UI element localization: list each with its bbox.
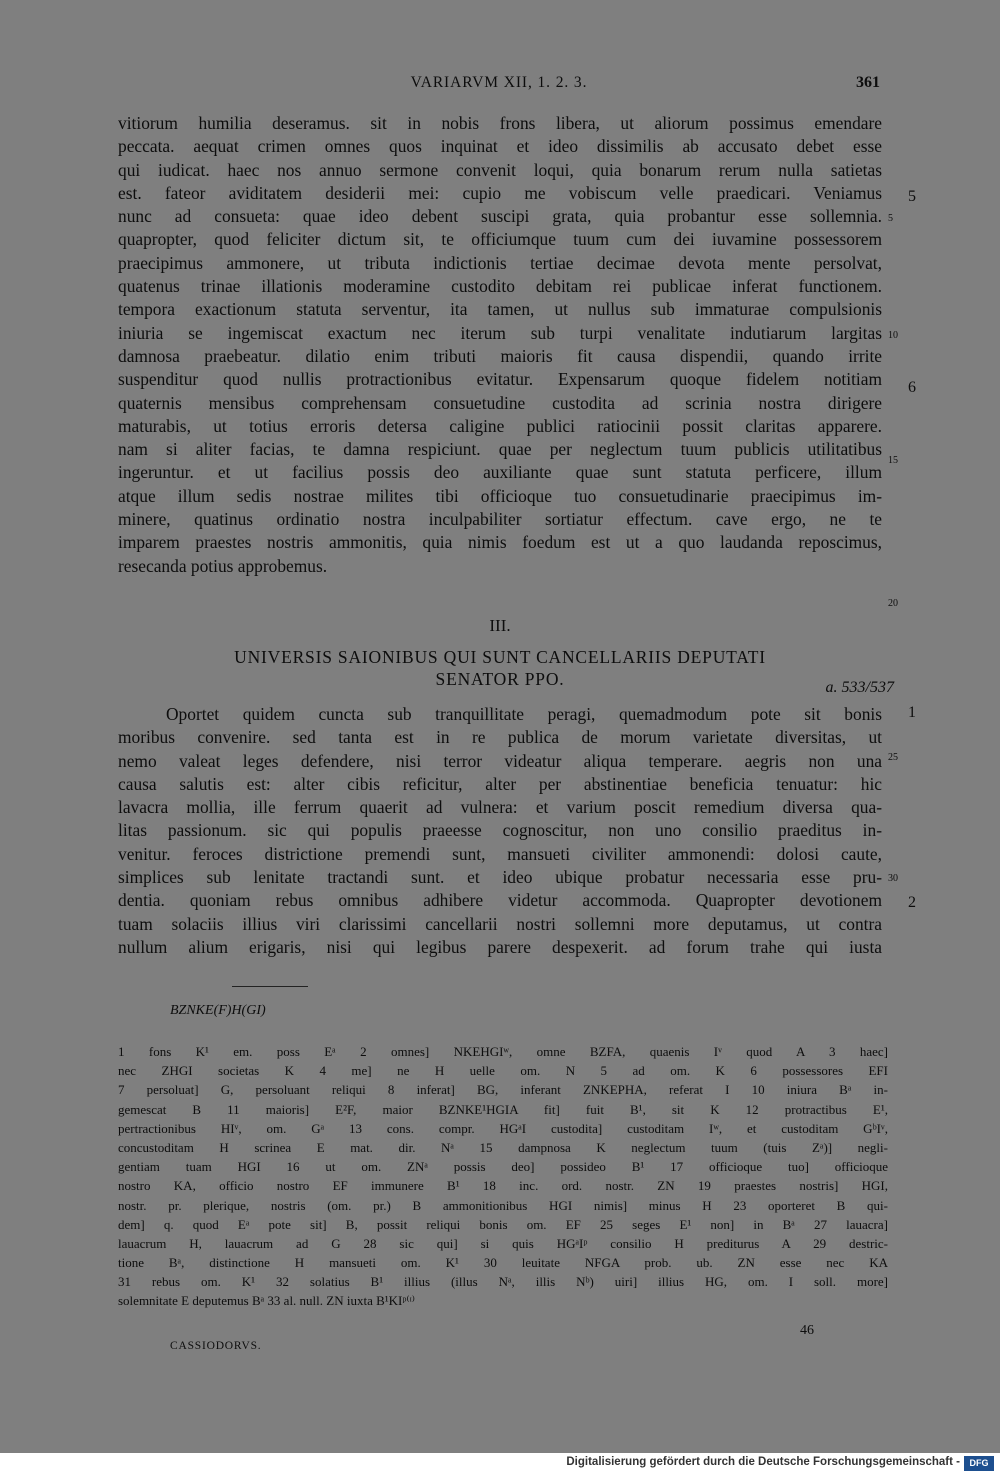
apparatus-divider [232, 986, 308, 987]
funding-credit: Digitalisierung gefördert durch die Deutsche Forschungsgemeinschaft - [566, 1456, 960, 1468]
apparatus-line: gentiam tuam HGI 16 ut om. ZNᵃ possis deo] possideo B¹ 17 officioque tuo] officioque [118, 1159, 888, 1175]
letter-date: a. 533/537 [825, 679, 894, 696]
line-number: 5 [888, 213, 893, 224]
apparatus-line: nostr. pr. plerique, nostris (om. pr.) B ammonitionibus HGI nimis] minus H 23 oporteret B qui- [118, 1197, 888, 1213]
text-line: ingeruntur. et ut facilius possis deo auxiliante quae sunt statuta perficere, illum [118, 462, 882, 483]
apparatus-line: pertractionibus HIᵛ, om. Gᵃ 13 cons. compr. HGᵃI custodita] custoditam Iʷ, et custoditam GᵇIᵛ, [118, 1120, 888, 1136]
line-number: 30 [888, 873, 898, 884]
text-line: praecipimus ammonere, ut tributa indictionis tertiae decimae devota mente persolvat, [118, 252, 882, 273]
text-line: simplices sub lenitate tractandi sunt. et ideo ubique probatur necessaria esse pru- [118, 867, 882, 888]
section-number: 1 [908, 704, 916, 721]
text-line: lavacra mollia, ille ferrum quaerit ad vulnera: et varium poscit remedium diversa qua- [118, 797, 882, 818]
line-number: 10 [888, 330, 898, 341]
text-line: damnosa praebeatur. dilatio enim tributi maioris fit causa dispendii, quando irrite [118, 345, 882, 366]
letter-3-text [118, 703, 882, 959]
text-line: causa salutis est: alter cibis reficitur, alter per abstinentiae beneficia tenuatur: hic [118, 773, 882, 794]
text-line: atque illum sedis nostrae milites tibi officioque tuo consuetudinarie praecipimus im- [118, 485, 882, 506]
text-line: quatenus trinae illationis moderamine custodito debitam rei publicae inferat functionem. [118, 276, 882, 297]
manuscript-sigla: BZNKE(F)H(GI) [170, 1003, 266, 1018]
running-title: VARIARVM XII, 1. 2. 3. [410, 74, 588, 91]
text-line: litas passionum. sic qui populis praeesse cognoscitur, non uno consilio praeditus in- [118, 820, 882, 841]
text-line: suspenditur quod nullis protractionibus evitatur. Expensarum quoque fidelem notitiam [118, 369, 882, 390]
text-line: nullum alium erigaris, nisi qui legibus parere despexerit. ad forum trahe qui iusta [118, 936, 882, 957]
critical-apparatus [118, 1042, 888, 1311]
text-line: peccata. aequat crimen omnes quos inquinat et ideo dissimilis ab accusato debet esse [118, 136, 882, 157]
apparatus-line: 7 persoluat] G, persoluant reliqui 8 inferat] BG, inferant ZNKEPHA, referat I 10 iniura Bᵃ in- [118, 1082, 888, 1098]
text-line: nunc ad consueta: quae ideo debent suscipi grata, quia probantur esse sollemnia. [118, 206, 882, 227]
text-line: nam si aliter facias, te damna respiciunt. quae per neglectum tuum publicis utilitatibus [118, 439, 882, 460]
apparatus-line: 1 fons K¹ em. poss Eᵃ 2 omnes] NKEHGIʷ, omne BZFA, quaenis Iᵛ quod A 3 haec] [118, 1044, 888, 1059]
apparatus-line: 31 rebus om. K¹ 32 solatius B¹ illius (illus Nᵃ, illis Nᵇ) uiri] illius HG, om. I soll. more] [118, 1274, 888, 1290]
text-line: tuam solaciis illius viri clarissimi cancellarii nostri sollemni more deputamus, ut contra [118, 913, 882, 934]
text-line: dentia. quoniam rebus omnibus adhibere videtur accommoda. Quapropter devotionem [118, 890, 882, 911]
text-line: iniuria se ingemiscat exactum nec iterum sub turpi venalitate indutiarum largitas [118, 322, 882, 343]
text-line: Oportet quidem cuncta sub tranquillitate peragi, quemadmodum pote sit bonis [166, 704, 882, 724]
apparatus-line: dem] q. quod Eᵃ pote sit] B, possit reliqui bonis om. EF 25 seges E¹ non] in Bᵃ 27 lauacra] [118, 1216, 888, 1232]
text-line: venitur. feroces districtione premendi sunt, mansueti civiliter ammonendi: dolosi caute, [118, 843, 882, 864]
text-line: resecanda potius approbemus. [118, 555, 328, 576]
apparatus-line: solemnitate E deputemus Bᵃ 33 al. null. ZN iuxta B¹KIᵖ⁽ᶦ⁾ [118, 1293, 415, 1309]
text-line: imparem praestes nostris ammonitis, quia nimis foedum est ut a quo laudanda reposcimus, [118, 532, 882, 553]
dfg-logo: DFG [964, 1456, 994, 1471]
letter-sender: SENATOR PPO. [435, 669, 565, 689]
text-line: minere, quatinus ordinatio nostra inculpabiliter sortiatur effectum. cave ergo, ne te [118, 509, 882, 530]
section-number: 5 [908, 188, 916, 205]
page-number: 361 [856, 74, 880, 91]
apparatus-line: nec ZHGI societas K 4 me] ne H uelle om. N 5 ad om. K 6 possessores EFI [118, 1063, 888, 1079]
signature-author: CASSIODORVS. [170, 1340, 262, 1352]
text-line: maturabis, ut totius erroris detersa caligine publici ratiocinii possit claritas apparere. [118, 415, 882, 436]
digitization-footer [0, 1453, 1000, 1475]
line-number: 25 [888, 752, 898, 763]
text-line: nemo valeat leges defendere, nisi terror videatur aliqua temperare. aegris non una [118, 750, 882, 771]
apparatus-line: concustoditam H scrinea E mat. dir. Nᵃ 15 dampnosa K neglectum tuum (tuis Zᵃ)] negli- [118, 1139, 888, 1155]
apparatus-line: nostro KA, officio nostro EF immunere B¹ 18 inc. ord. nostr. ZN 19 praestes nostris] HGI, [118, 1178, 888, 1194]
text-line: quapropter, quod feliciter dictum sit, te officiumque tuum cum dei iuvamine possessorem [118, 229, 882, 250]
apparatus-line: gemescat B 11 maioris] E²F, maior BZNKE¹HGIA fit] fuit B¹, sit K 12 protractibus E¹, [118, 1101, 888, 1117]
text-line: qui iudicat. haec nos annuo sermone convenit loqui, quia bonarum rerum nulla satietas [118, 159, 882, 180]
section-number: 2 [908, 894, 916, 911]
apparatus-line: tione Bᵃ, distinctione H mansueti om. K¹ 30 leuitate NFGA prob. ub. ZN esse nec KA [118, 1255, 888, 1271]
text-line: tempora exactionum statuta serventur, ita tamen, ut nullus sub immaturae compulsionis [118, 299, 882, 320]
line-number: 15 [888, 455, 898, 466]
text-line: vitiorum humilia deseramus. sit in nobis frons libera, ut aliorum possimus emendare [118, 113, 882, 133]
text-line: est. fateor aviditatem desiderii mei: cupio me vobiscum velle praedicari. Veniamus [118, 182, 882, 203]
apparatus-line: lauacrum H, lauacrum ad G 28 sic qui] si quis HGᵃIᵖ consilio H prediturus A 29 destric- [118, 1235, 888, 1251]
text-line: quaternis mensibus comprehensam consuetudine custodita ad scrinia nostra dirigere [118, 392, 882, 413]
section-number: 6 [908, 379, 916, 396]
letter-number: III. [489, 616, 511, 635]
letter-address: UNIVERSIS SAIONIBUS QUI SUNT CANCELLARIIS DEPUTATI [234, 647, 766, 667]
line-number: 20 [888, 598, 898, 609]
text-line: moribus convenire. sed tanta est in re publica de morum varietate diversitas, ut [118, 727, 882, 748]
signature-number: 46 [800, 1323, 814, 1338]
